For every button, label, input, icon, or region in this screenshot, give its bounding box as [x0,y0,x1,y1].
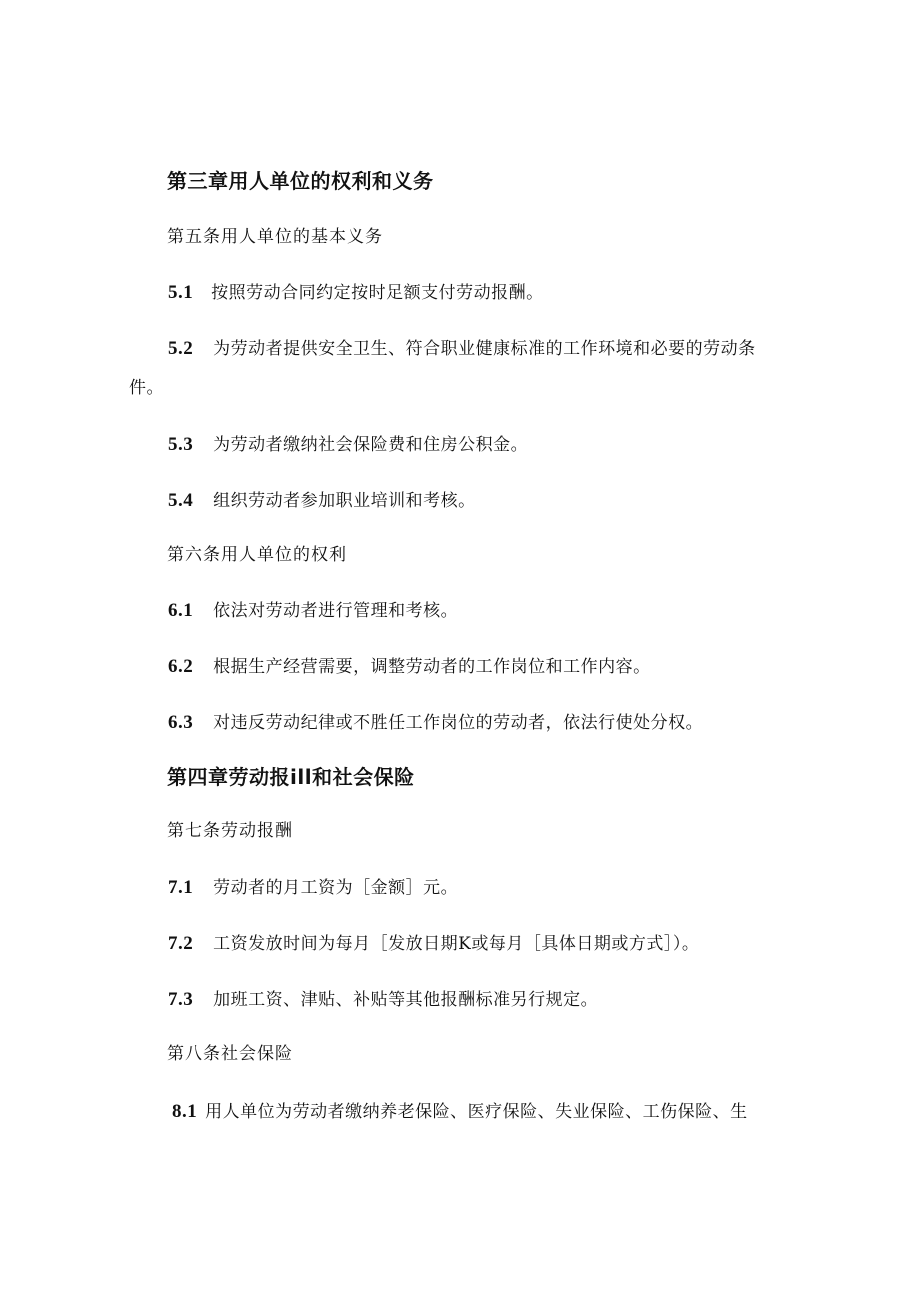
article-6-heading: 第六条用人单位的权利 [167,545,347,565]
clause-number: 5.1 [168,282,194,303]
clause-6-1 [168,601,458,620]
clause-7-1 [168,878,458,897]
clause-number: 7.2 [168,933,194,954]
clause-text: 为劳动者提供安全卫生、符合职业健康标准的工作环境和必要的劳动条 [213,339,756,359]
clause-6-3 [168,713,703,732]
clause-5-2 [168,339,756,358]
clause-number: 8.1 [172,1101,198,1122]
clause-text: 工资发放时间为每月［发放日期K或每月［具体日期或方式］）。 [213,934,700,954]
clause-text: 按照劳动合同约定按时足额支付劳动报酬。 [211,283,544,303]
clause-5-1 [168,283,544,302]
chapter-4-heading: 第四章劳动报ill和社会保险 [167,765,415,789]
clause-number: 6.3 [168,712,194,733]
clause-number: 5.2 [168,338,194,359]
clause-number: 7.1 [168,877,194,898]
article-8-heading: 第八条社会保险 [167,1044,293,1064]
clause-number: 6.2 [168,656,194,677]
clause-7-3 [168,990,598,1009]
clause-5-3 [168,435,528,454]
clause-number: 5.3 [168,434,194,455]
clause-text: 组织劳动者参加职业培训和考核。 [213,491,476,511]
clause-6-2 [168,657,651,676]
clause-number: 5.4 [168,490,194,511]
clause-7-2 [168,934,699,953]
clause-5-2-continuation: 件。 [129,378,164,398]
article-7-heading: 第七条劳动报酬 [167,821,293,841]
clause-text: 劳动者的月工资为［金额］元。 [213,878,459,898]
clause-number: 6.1 [168,600,194,621]
clause-number: 7.3 [168,989,194,1010]
chapter-3-heading: 第三章用人单位的权利和义务 [167,169,434,193]
clause-text: 根据生产经营需要，调整劳动者的工作岗位和工作内容。 [213,657,651,677]
clause-5-4 [168,491,476,510]
clause-text: 为劳动者缴纳社会保险费和住房公积金。 [213,435,529,455]
article-5-heading: 第五条用人单位的基本义务 [167,227,383,247]
clause-text: 依法对劳动者进行管理和考核。 [213,601,459,621]
clause-8-1 [172,1102,748,1121]
clause-text: 用人单位为劳动者缴纳养老保险、医疗保险、失业保险、工伤保险、生 [205,1102,748,1122]
clause-text: 对违反劳动纪律或不胜任工作岗位的劳动者，依法行使处分权。 [213,713,704,733]
clause-text: 加班工资、津贴、补贴等其他报酬标准另行规定。 [213,990,599,1010]
